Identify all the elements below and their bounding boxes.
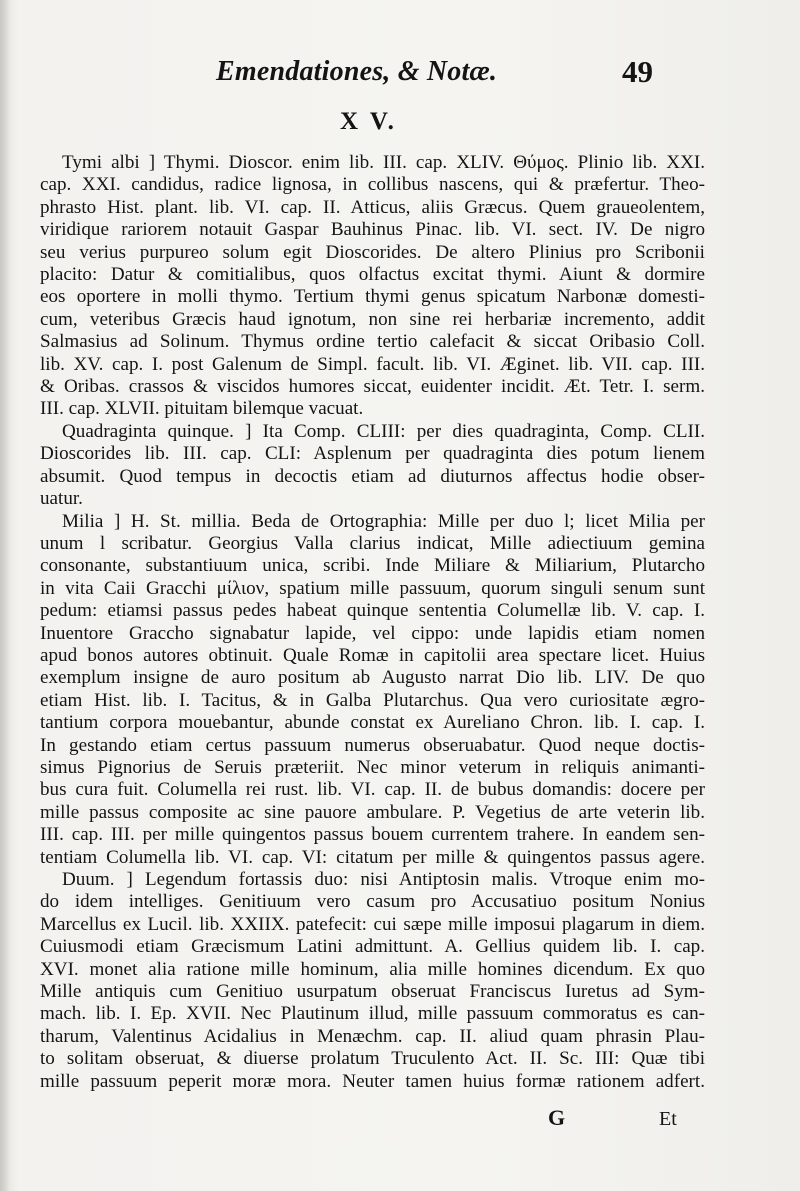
text-line: tharum, Valentinus Acidalius in Menæchm. cap. II. aliud quam phrasin Plau-: [40, 1025, 705, 1047]
text-line: etiam Hist. lib. I. Tacitus, & in Galba Plutarchus. Qua vero curiositate ægro-: [40, 689, 705, 711]
text-line: placito: Datur & comitialibus, quos olfactus excitat thymi. Aiunt & dormire: [40, 264, 705, 286]
text-line: viridique rariorem notauit Gaspar Bauhinus Pinac. lib. VI. sect. IV. De nigro: [40, 219, 705, 241]
text-line: simus Pignorius de Seruis præteriit. Nec minor veterum in reliquis animanti-: [40, 756, 705, 778]
text-line: Inuentore Graccho signabatur lapide, vel cippo: unde lapidis etiam nomen: [40, 622, 705, 644]
text-line: Marcellus ex Lucil. lib. XXIIX. patefecit: cui sæpe mille imposui plagarum in diem.: [40, 913, 705, 935]
text-line: phrasto Hist. plant. lib. VI. cap. II. Atticus, aliis Græcus. Quem graueolentem,: [40, 196, 705, 218]
text-line: mille passus composite ac sine pauore ambulare. P. Vegetius de arte veterin lib.: [40, 801, 705, 823]
text-line: seu verius purpureo solum egit Dioscorides. De altero Plinius pro Scribonii: [40, 241, 705, 263]
signature-mark: G: [548, 1105, 566, 1130]
text-line: XVI. monet alia ratione mille hominum, alia mille homines dicendum. Ex quo: [40, 958, 705, 980]
text-line: Mille antiquis cum Genitiuo usurpatum obseruat Franciscus Iuretus ad Sym-: [40, 981, 705, 1003]
text-line: consonante, substantiuum unica, scribi. Inde Miliare & Miliarium, Plutarcho: [40, 555, 705, 577]
text-line: Quadraginta quinque. ] Ita Comp. CLIII: per dies quadraginta, Comp. CLII.: [62, 420, 705, 442]
commentary-text: [40, 152, 705, 1093]
text-line: mach. lib. I. Ep. XVII. Nec Plautinum illud, mille passuum commoratus es can-: [40, 1003, 705, 1025]
text-line: In gestando etiam certus passuum numerus obseruabatur. Quod neque doctis-: [40, 734, 705, 756]
section-heading: X V.: [340, 108, 397, 135]
text-line: do idem intelliges. Genitiuum vero casum pro Accusatiuo positum Nonius: [40, 891, 705, 913]
text-line: eos oportere in molli thymo. Tertium thymi genus spicatum Narbonæ domesti-: [40, 286, 705, 308]
text-line: absumit. Quod tempus in decoctis etiam ad diuturnos affectus hodie obser-: [40, 465, 705, 487]
text-line: Milia ] H. St. millia. Beda de Ortographia: Mille per duo l; licet Milia per: [62, 510, 705, 532]
text-line: Tymi albi ] Thymi. Dioscor. enim lib. III. cap. XLIV. Θύμος. Plinio lib. XXI.: [62, 152, 705, 173]
text-line: mille passuum peperit moræ mora. Neuter tamen huius formæ rationem adfert.: [40, 1070, 705, 1092]
catchword: Et: [659, 1108, 677, 1130]
text-line: apud bonos autores obtinuit. Quale Romæ in capitolii area spectare licet. Huius: [40, 644, 705, 666]
text-line: bus cura fuit. Columella rei rust. lib. VI. cap. II. de bubus domandis: docere per: [40, 779, 705, 801]
running-head: Emendationes, & Notæ.: [216, 56, 498, 87]
text-line: Salmasius ad Solinum. Thymus ordine tertio calefacit & siccat Oribasio Coll.: [40, 331, 705, 353]
text-line: uatur.: [40, 488, 83, 510]
gutter-shadow: [0, 0, 10, 1191]
text-line: Cuiusmodi etiam Græcismum Latini admittunt. A. Gellius quidem lib. I. cap.: [40, 936, 705, 958]
text-line: pedum: etiamsi passus pedes habeat quinque sententia Columellæ lib. V. cap. I.: [40, 600, 705, 622]
text-line: & Oribas. crassos & viscidos humores siccat, euidenter incidit. Æt. Tetr. I. serm.: [40, 376, 705, 398]
text-line: cum, veteribus Græcis haud ignotum, non sine rei herbariæ incremento, addit: [40, 308, 705, 330]
text-line: Duum. ] Legendum fortassis duo: nisi Antiptosin malis. Vtroque enim mo-: [62, 869, 705, 890]
text-line: tentiam Columella lib. VI. cap. VI: citatum per mille & quingentos passus agere.: [40, 846, 705, 868]
text-line: exemplum insigne de auro positum ab Augusto narrat Dio lib. LIV. De quo: [40, 667, 705, 689]
text-line: Dioscorides lib. III. cap. CLI: Asplenum per quadraginta dies potum lienem: [40, 443, 705, 465]
text-line: lib. XV. cap. I. post Galenum de Simpl. facult. lib. VI. Æginet. lib. VII. cap. III.: [40, 353, 705, 375]
text-line: cap. XXI. candidus, radice lignosa, in collibus nascens, qui & præfertur. Theo-: [40, 174, 705, 196]
page-number: 49: [622, 54, 653, 89]
text-line: tantium corpora mouebantur, abunde constat ex Aureliano Chron. lib. I. cap. I.: [40, 712, 705, 734]
text-line: unum l scribatur. Georgius Valla clarius indicat, Mille adiectiuum gemina: [40, 532, 705, 554]
text-line: in vita Caii Gracchi μίλιον, spatium mille passuum, quorum singuli senum sunt: [40, 577, 705, 599]
text-line: III. cap. III. per mille quingentos passus bouem currentem trahere. In eandem sen-: [40, 824, 705, 846]
text-line: to solitam obseruat, & diuerse prolatum Truculento Act. II. Sc. III: Quæ tibi: [40, 1048, 705, 1070]
text-line: III. cap. XLVII. pituitam bilemque vacuat.: [40, 398, 364, 420]
